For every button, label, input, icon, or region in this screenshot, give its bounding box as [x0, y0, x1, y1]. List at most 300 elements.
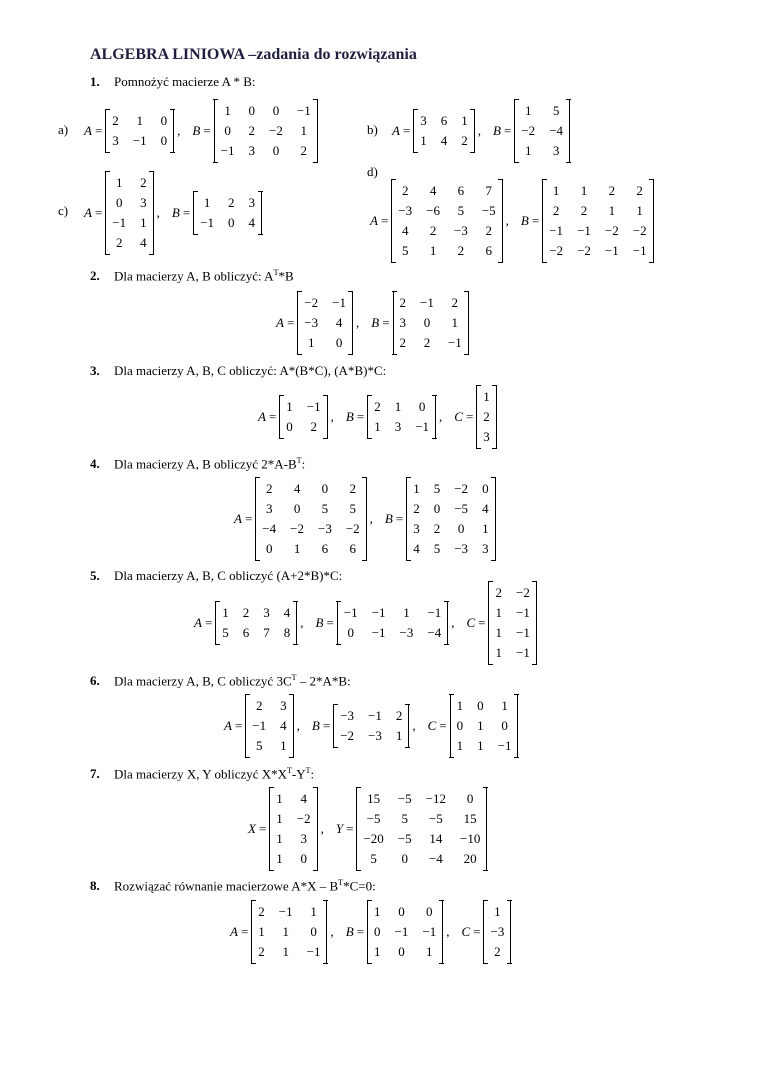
matrix-b [514, 100, 570, 162]
matrix-a [255, 478, 366, 560]
matrix-cell: −3 [399, 625, 414, 640]
matrix-cell: 4 [283, 605, 291, 620]
equals-sign: = [439, 718, 447, 733]
matrix-name: A [230, 924, 238, 939]
matrix-cell: 2 [140, 175, 147, 190]
matrix-b [214, 100, 318, 162]
matrix-cell: 2 [413, 501, 420, 516]
matrix-cell: 3 [399, 315, 407, 330]
task-1 [90, 74, 256, 90]
equals-sign: = [346, 821, 354, 836]
matrix-cell: −3 [398, 203, 413, 218]
matrix-cell: 0 [398, 944, 405, 959]
task-3 [90, 363, 386, 379]
matrix-a [413, 110, 475, 152]
matrix-cell: 1 [276, 811, 283, 826]
matrix-cell: 2 [300, 143, 308, 158]
matrix-cell: 2 [258, 944, 265, 959]
matrix-cell: −2 [345, 521, 360, 536]
equals-sign: = [473, 924, 481, 939]
matrix-cell: 1 [608, 203, 616, 218]
matrix-cell: 1 [374, 419, 381, 434]
matrix-cell: −1 [200, 215, 215, 230]
separator-comma: , [330, 924, 334, 939]
matrix-cell: 0 [293, 501, 301, 516]
matrix-y [356, 788, 487, 870]
equation-3 [258, 386, 497, 448]
equals-sign: = [356, 924, 365, 939]
matrix-cell: 0 [477, 698, 484, 713]
matrix-cell: 3 [552, 143, 560, 158]
matrix-b [337, 602, 448, 644]
matrix-cell: 2 [485, 223, 492, 238]
task-text: Pomnożyć macierze A * B: [114, 74, 256, 89]
matrix-cell: 5 [552, 103, 560, 118]
matrix-cell: −12 [425, 791, 446, 806]
equals-sign: = [504, 123, 512, 138]
matrix-name: A [224, 718, 232, 733]
separator-comma: , [451, 615, 455, 630]
task-text-after: : [310, 766, 315, 782]
matrix-cell: 6 [457, 183, 465, 198]
equation-4 [234, 478, 496, 560]
matrix-name: B [371, 315, 380, 330]
equation-5 [194, 582, 537, 664]
matrix-cell: −4 [549, 123, 564, 138]
subpart-a-label: a) [58, 122, 69, 137]
matrix-c [450, 695, 519, 757]
matrix-name: B [192, 123, 201, 138]
matrix-cell: 3 [413, 521, 420, 536]
matrix-c [488, 582, 536, 664]
task-text: Dla macierzy A, B, C obliczyć: A*(B*C), (A*B)*C: [114, 363, 387, 378]
matrix-cell: 0 [466, 791, 474, 806]
matrix-cell: −4 [428, 851, 443, 866]
matrix-cell: 1 [482, 521, 489, 536]
equals-sign: = [402, 123, 411, 138]
equation-2 [276, 292, 469, 354]
matrix-name: B [520, 213, 529, 228]
matrix-cell: 6 [242, 625, 250, 640]
matrix-cell: −5 [428, 811, 443, 826]
matrix-cell: −1 [427, 605, 442, 620]
matrix-cell: −2 [304, 295, 319, 310]
equals-sign: = [203, 123, 211, 138]
equals-sign: = [322, 718, 331, 733]
matrix-cell: −1 [306, 399, 321, 414]
matrix-cell: 1 [140, 215, 147, 230]
matrix-cell: −3 [340, 708, 355, 723]
matrix-cell: 0 [482, 481, 489, 496]
matrix-cell: 1 [203, 195, 211, 210]
matrix-cell: 2 [451, 295, 459, 310]
matrix-cell: 3 [483, 429, 490, 444]
matrix-name: A [84, 123, 92, 138]
matrix-cell: 0 [248, 103, 256, 118]
matrix-name: C [427, 718, 437, 733]
matrix-cell: −1 [296, 103, 311, 118]
matrix-cell: 20 [463, 851, 477, 866]
matrix-name: B [384, 511, 393, 526]
matrix-name: Y [335, 821, 344, 836]
matrix-cell: 1 [451, 315, 459, 330]
separator-comma: , [296, 718, 300, 733]
matrix-cell: 2 [265, 481, 273, 496]
separator-comma: , [412, 718, 416, 733]
matrix-cell: 1 [293, 541, 301, 556]
matrix-cell: 1 [495, 625, 502, 640]
matrix-cell: 1 [494, 904, 501, 919]
matrix-cell: 3 [420, 113, 427, 128]
matrix-cell: 1 [477, 718, 484, 733]
matrix-cell: 3 [112, 133, 119, 148]
matrix-cell: 1 [483, 389, 490, 404]
matrix-cell: 2 [423, 335, 431, 350]
equation-1c [84, 172, 262, 254]
matrix-cell: 0 [160, 113, 168, 128]
separator-comma: , [177, 123, 181, 138]
task-number: 1. [90, 74, 100, 89]
matrix-cell: −2 [632, 223, 647, 238]
matrix-cell: 0 [426, 904, 433, 919]
matrix-cell: 2 [395, 708, 403, 723]
matrix-cell: 1 [258, 924, 265, 939]
matrix-cell: 0 [228, 215, 235, 230]
matrix-a [391, 180, 502, 262]
page-title: ALGEBRA LINIOWA –zadania do rozwiązania [90, 46, 417, 63]
matrix-cell: 1 [495, 645, 502, 660]
task-8 [90, 878, 376, 894]
matrix-cell: −1 [515, 625, 530, 640]
matrix-cell: −2 [549, 243, 564, 258]
matrix-cell: 1 [429, 243, 437, 258]
equation-7 [248, 788, 487, 870]
matrix-cell: −3 [453, 223, 468, 238]
equals-sign: = [286, 315, 295, 330]
matrix-cell: −1 [343, 605, 358, 620]
matrix-cell: 0 [374, 924, 381, 939]
matrix-cell: 2 [115, 235, 123, 250]
matrix-cell: −5 [481, 203, 496, 218]
matrix-cell: 0 [300, 851, 307, 866]
matrix-cell: 1 [552, 183, 560, 198]
matrix-cell: −4 [262, 521, 277, 536]
matrix-cell: 0 [310, 924, 317, 939]
task-text-after: *C=0: [343, 878, 376, 894]
matrix-c [476, 386, 497, 448]
matrix-cell: 1 [276, 851, 283, 866]
matrix-cell: 0 [321, 481, 329, 496]
matrix-cell: −3 [368, 728, 382, 743]
matrix-cell: −1 [394, 924, 409, 939]
matrix-cell: −1 [515, 645, 530, 660]
matrix-cell: −6 [426, 203, 440, 218]
matrix-cell: −1 [112, 215, 127, 230]
matrix-cell: 2 [636, 183, 643, 198]
matrix-cell: 0 [115, 195, 123, 210]
matrix-cell: 2 [429, 223, 437, 238]
task-text: Dla macierzy A, B obliczyć: A [114, 268, 274, 284]
matrix-cell: 1 [456, 738, 464, 753]
equals-sign: = [258, 821, 267, 836]
matrix-cell: 2 [433, 521, 441, 536]
matrix-cell: 0 [401, 851, 408, 866]
matrix-cell: −1 [220, 143, 235, 158]
matrix-cell: −1 [515, 605, 530, 620]
matrix-cell: −1 [420, 295, 434, 310]
matrix-name: A [234, 511, 242, 526]
matrix-cell: −2 [515, 585, 530, 600]
matrix-cell: −2 [454, 481, 469, 496]
matrix-cell: −2 [521, 123, 536, 138]
matrix-cell: 3 [265, 501, 273, 516]
matrix-cell: 0 [286, 419, 293, 434]
equals-sign: = [244, 511, 253, 526]
matrix-name: X [248, 821, 256, 836]
matrix-cell: 4 [401, 223, 409, 238]
matrix-b [542, 180, 653, 262]
separator-comma: , [446, 924, 450, 939]
matrix-name: A [194, 615, 202, 630]
matrix-cell: 6 [321, 541, 329, 556]
task-text: Dla macierzy A, B, C obliczyć 3C [114, 673, 292, 689]
equals-sign: = [240, 924, 249, 939]
equals-sign: = [182, 205, 191, 220]
separator-comma: , [355, 315, 360, 330]
matrix-cell: −1 [332, 295, 346, 310]
matrix-cell: 3 [140, 195, 147, 210]
matrix-cell: −1 [422, 924, 437, 939]
matrix-cell: 1 [310, 904, 317, 919]
matrix-cell: 7 [485, 183, 492, 198]
matrix-cell: 2 [580, 203, 588, 218]
equation-1a [84, 100, 318, 162]
matrix-cell: 15 [463, 811, 477, 826]
matrix-b [393, 292, 469, 354]
superscript: T [287, 766, 292, 775]
matrix-name: B [311, 718, 320, 733]
matrix-cell: 1 [636, 203, 643, 218]
task-text: Dla macierzy A, B, C obliczyć (A+2*B)*C: [114, 568, 343, 583]
matrix-cell: −1 [132, 133, 147, 148]
matrix-cell: 6 [349, 541, 356, 556]
matrix-cell: 1 [136, 113, 143, 128]
matrix-cell: 1 [580, 183, 588, 198]
matrix-cell: 2 [399, 295, 407, 310]
matrix-name: C [466, 615, 476, 630]
matrix-cell: 3 [248, 195, 256, 210]
equals-sign: = [356, 409, 365, 424]
separator-comma: , [369, 511, 373, 526]
matrix-a [105, 110, 174, 152]
matrix-cell: 5 [370, 851, 377, 866]
superscript: T [305, 766, 311, 775]
matrix-cell: −4 [427, 625, 442, 640]
matrix-cell: −10 [460, 831, 481, 846]
matrix-cell: 5 [222, 625, 229, 640]
matrix-cell: 1 [495, 605, 502, 620]
equals-sign: = [382, 315, 390, 330]
matrix-b [333, 705, 409, 747]
matrix-cell: −2 [340, 728, 355, 743]
matrix-cell: 6 [485, 243, 492, 258]
matrix-cell: 3 [280, 698, 287, 713]
matrix-cell: 4 [280, 718, 287, 733]
matrix-a [297, 292, 353, 354]
matrix-cell: 4 [413, 541, 420, 556]
matrix-cell: 0 [335, 335, 343, 350]
matrix-cell: 1 [420, 133, 427, 148]
separator-comma: , [505, 213, 509, 228]
matrix-cell: −2 [269, 123, 283, 138]
matrix-cell: 5 [401, 811, 408, 826]
matrix-cell: −2 [296, 811, 311, 826]
matrix-cell: −5 [397, 831, 412, 846]
matrix-cell: 0 [272, 103, 280, 118]
task-number: 3. [90, 363, 100, 378]
equals-sign: = [268, 409, 277, 424]
matrix-cell: 1 [403, 605, 410, 620]
matrix-name: A [392, 123, 400, 138]
equals-sign: = [531, 213, 540, 228]
matrix-cell: 6 [440, 113, 448, 128]
matrix-cell: 4 [482, 501, 489, 516]
matrix-cell: 5 [433, 481, 441, 496]
matrix-cell: −2 [604, 223, 619, 238]
matrix-cell: −5 [454, 501, 469, 516]
equals-sign: = [204, 615, 213, 630]
matrix-cell: 0 [456, 718, 464, 733]
matrix-name: A [258, 409, 266, 424]
task-2 [90, 268, 294, 284]
task-text-after: : [301, 456, 306, 472]
matrix-cell: 4 [293, 481, 301, 496]
matrix-name: B [171, 205, 180, 220]
matrix-name: B [315, 615, 324, 630]
equals-sign: = [326, 615, 334, 630]
matrix-name: C [461, 924, 471, 939]
matrix-cell: 1 [286, 399, 293, 414]
matrix-name: A [276, 315, 284, 330]
matrix-cell: 1 [374, 904, 381, 919]
matrix-cell: −1 [278, 904, 293, 919]
matrix-cell: 5 [349, 501, 356, 516]
matrix-cell: 1 [456, 698, 464, 713]
task-7 [90, 766, 314, 782]
matrix-cell: 1 [307, 335, 315, 350]
matrix-cell: −1 [371, 625, 386, 640]
matrix-cell: 1 [374, 944, 381, 959]
separator-comma: , [156, 205, 160, 220]
separator-comma: , [300, 615, 304, 630]
separator-comma: , [320, 821, 324, 836]
matrix-cell: −3 [490, 924, 505, 939]
separator-comma: , [330, 409, 334, 424]
task-text-after: -Y [291, 766, 306, 782]
equation-8 [230, 901, 511, 963]
matrix-cell: 2 [228, 195, 235, 210]
matrix-cell: 3 [263, 605, 270, 620]
matrix-cell: 3 [300, 831, 307, 846]
matrix-cell: 1 [477, 738, 484, 753]
matrix-cell: 2 [349, 481, 356, 496]
matrix-cell: 2 [495, 585, 502, 600]
matrix-cell: 1 [224, 103, 231, 118]
task-number: 8. [90, 878, 100, 894]
matrix-cell: 2 [374, 399, 381, 414]
matrix-cell: 1 [461, 113, 468, 128]
matrix-a [251, 901, 327, 963]
matrix-cell: 0 [457, 521, 465, 536]
matrix-cell: 1 [115, 175, 123, 190]
matrix-cell: 3 [248, 143, 256, 158]
superscript: T [296, 456, 302, 465]
matrix-cell: 2 [483, 409, 490, 424]
equals-sign: = [234, 718, 243, 733]
task-number: 4. [90, 456, 100, 472]
matrix-cell: 14 [429, 831, 443, 846]
matrix-name: C [454, 409, 463, 424]
matrix-cell: −3 [454, 541, 469, 556]
task-text-after: – 2*A*B: [296, 673, 351, 689]
matrix-cell: 2 [399, 335, 407, 350]
matrix-cell: −20 [363, 831, 384, 846]
matrix-cell: 2 [608, 183, 616, 198]
subpart-d-label: d) [367, 164, 378, 179]
equation-1b [392, 100, 570, 162]
task-number: 7. [90, 766, 100, 782]
equation-6 [224, 695, 518, 757]
task-text: Dla macierzy X, Y obliczyć X*X [114, 766, 288, 782]
task-4 [90, 456, 305, 472]
matrix-cell: 1 [276, 791, 283, 806]
equals-sign: = [380, 213, 389, 228]
matrix-b [406, 478, 495, 560]
matrix-cell: 1 [413, 481, 420, 496]
matrix-cell: 2 [494, 944, 501, 959]
matrix-cell: 2 [552, 203, 560, 218]
matrix-name: B [345, 409, 354, 424]
matrix-cell: 2 [457, 243, 465, 258]
matrix-name: B [345, 924, 354, 939]
matrix-cell: 0 [160, 133, 168, 148]
matrix-cell: 0 [418, 399, 426, 414]
matrix-cell: 4 [429, 183, 437, 198]
matrix-b [367, 396, 436, 438]
task-text: Rozwiązać równanie macierzowe A*X – B [114, 878, 339, 894]
matrix-cell: 4 [335, 315, 343, 330]
matrix-cell: −3 [304, 315, 319, 330]
matrix-cell: 5 [321, 501, 329, 516]
matrix-cell: 2 [255, 698, 263, 713]
matrix-cell: 3 [482, 541, 489, 556]
matrix-cell: 0 [265, 541, 273, 556]
matrix-cell: 7 [263, 625, 270, 640]
matrix-cell: 5 [401, 243, 409, 258]
matrix-cell: 0 [501, 718, 508, 733]
matrix-cell: 4 [248, 215, 256, 230]
subpart-b-label: b) [367, 122, 378, 137]
matrix-cell: −3 [317, 521, 332, 536]
matrix-name: A [84, 205, 92, 220]
matrix-cell: 4 [300, 791, 307, 806]
matrix-cell: 1 [525, 103, 532, 118]
matrix-c [483, 901, 511, 963]
matrix-a [279, 396, 327, 438]
matrix-cell: 15 [367, 791, 381, 806]
matrix-cell: −2 [577, 243, 591, 258]
matrix-cell: 2 [112, 113, 119, 128]
